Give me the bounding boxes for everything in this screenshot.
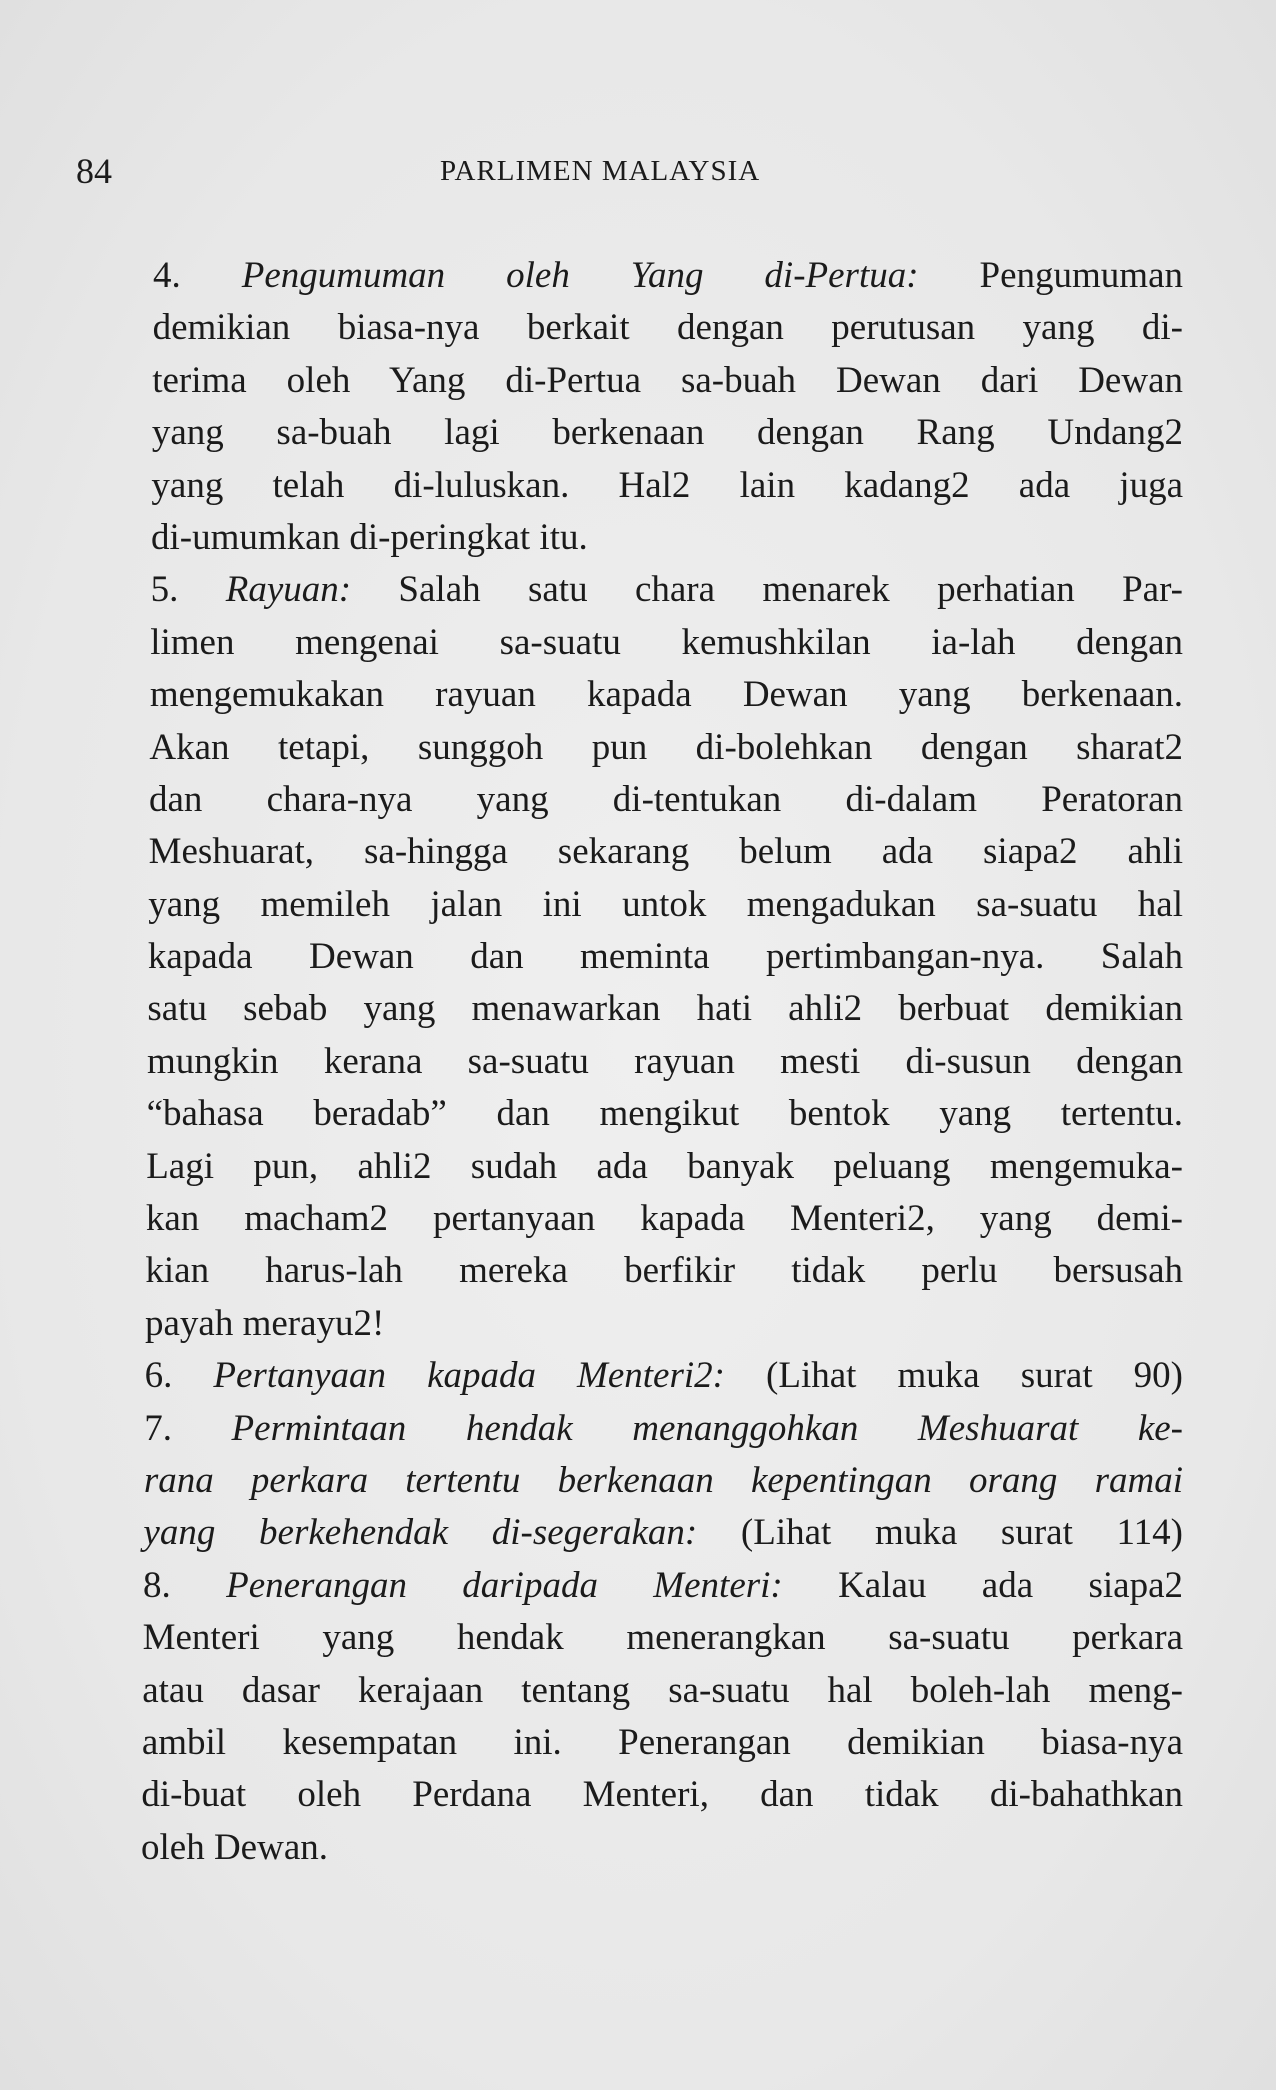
text-line (151, 512, 1183, 564)
text-line (145, 1245, 1183, 1297)
text-line (142, 1665, 1183, 1717)
text-segment: oleh Dewan. (141, 1826, 328, 1868)
text-line (145, 1298, 1183, 1350)
text-segment: yang sa-buah lagi berkenaan dengan Rang Undang2 (151, 412, 1183, 454)
text-line (150, 617, 1183, 669)
text-line (145, 1350, 1183, 1402)
text-segment: (Lihat muka surat 114) (697, 1512, 1184, 1554)
text-line (150, 669, 1183, 721)
italic-heading-text: Pertanyaan kapada Menteri2: (213, 1355, 725, 1397)
body-text (141, 250, 1184, 1874)
text-segment: (Lihat muka surat 90) (724, 1355, 1183, 1397)
text-line (141, 1822, 1183, 1874)
text-line (147, 983, 1183, 1035)
text-line (152, 355, 1183, 407)
text-line (153, 302, 1183, 354)
text-segment: Pengumuman (918, 255, 1184, 296)
text-segment: kapada Dewan dan meminta pertimbangan-nya. Salah (147, 936, 1183, 978)
text-line (144, 1455, 1183, 1507)
text-segment: “bahasa beradab” dan mengikut bentok yang tertentu. (146, 1093, 1183, 1135)
text-line (147, 1088, 1183, 1140)
text-segment: kan macham2 pertanyaan kapada Menteri2, yang demi- (145, 1198, 1183, 1240)
text-segment: Salah satu chara menarek perhatian Par- (351, 569, 1184, 611)
text-line (141, 1769, 1183, 1821)
text-segment: yang memileh jalan ini untok mengadukan sa-suatu hal (148, 883, 1183, 925)
text-line (146, 1141, 1183, 1193)
text-line (144, 1403, 1183, 1455)
text-segment: 7. (144, 1407, 232, 1449)
text-line (143, 1612, 1183, 1664)
text-segment: ambil kesempatan ini. Penerangan demikian biasa-nya (141, 1721, 1183, 1763)
text-line (146, 1193, 1183, 1245)
text-segment: Meshuarat, sa-hingga sekarang belum ada siapa2 ahli (148, 831, 1183, 873)
text-segment: atau dasar kerajaan tentang sa-suatu hal boleh-lah meng- (142, 1669, 1183, 1711)
text-segment: yang telah di-luluskan. Hal2 lain kadang2 ada juga (151, 464, 1183, 506)
text-line (147, 1036, 1183, 1088)
italic-heading-text: Penerangan daripada Menteri: (226, 1564, 783, 1606)
text-line (148, 931, 1183, 983)
text-segment: 8. (143, 1564, 227, 1606)
text-line (151, 460, 1183, 512)
page-number: 84 (76, 151, 112, 191)
text-line (149, 774, 1183, 826)
text-segment: 5. (150, 569, 226, 611)
italic-heading-text: Rayuan: (225, 569, 352, 611)
text-line (149, 826, 1183, 878)
text-segment: payah merayu2! (145, 1302, 385, 1344)
text-segment: di-buat oleh Perdana Menteri, dan tidak di-bahathkan (141, 1774, 1183, 1816)
text-segment: satu sebab yang menawarkan hati ahli2 berbuat demikian (147, 988, 1183, 1030)
text-line (151, 564, 1183, 616)
text-segment: di-umumkan di-peringkat itu. (151, 516, 588, 558)
italic-heading-text: Permintaan hendak menanggohkan Meshuarat ke- (231, 1407, 1183, 1449)
text-segment: mengemukakan rayuan kapada Dewan yang berkenaan. (149, 674, 1183, 716)
text-line (152, 407, 1183, 459)
text-line (142, 1717, 1183, 1769)
text-segment: 6. (144, 1355, 214, 1397)
text-line (143, 1507, 1183, 1559)
italic-heading-text: yang berkehendak di-segerakan: (143, 1512, 698, 1554)
text-line (149, 722, 1183, 774)
italic-heading-text: Pengumuman oleh Yang di-Pertua: (241, 255, 919, 296)
text-line (153, 250, 1183, 302)
text-segment: Menteri yang hendak menerangkan sa-suatu perkara (142, 1617, 1183, 1659)
text-segment: Lagi pun, ahli2 sudah ada banyak peluang mengemuka- (146, 1145, 1183, 1187)
text-segment: 4. (153, 255, 242, 296)
text-line (148, 879, 1183, 931)
text-segment: Akan tetapi, sunggoh pun di-bolehkan dengan sharat2 (149, 726, 1183, 768)
text-segment: limen mengenai sa-suatu kemushkilan ia-lah dengan (150, 621, 1183, 663)
text-segment: Kalau ada siapa2 (782, 1564, 1183, 1606)
text-segment: mungkin kerana sa-suatu rayuan mesti di-susun dengan (147, 1040, 1183, 1082)
text-line (143, 1560, 1183, 1612)
text-segment: kian harus-lah mereka berfikir tidak perlu bersusah (145, 1250, 1183, 1292)
running-head: PARLIMEN MALAYSIA (440, 155, 761, 187)
italic-heading-text: rana perkara tertentu berkenaan kepentingan orang ramai (143, 1459, 1183, 1501)
text-segment: demikian biasa-nya berkait dengan perutusan yang di- (152, 307, 1183, 349)
text-segment: terima oleh Yang di-Pertua sa-buah Dewan dari Dewan (152, 359, 1183, 401)
text-segment: dan chara-nya yang di-tentukan di-dalam Peratoran (149, 778, 1183, 820)
